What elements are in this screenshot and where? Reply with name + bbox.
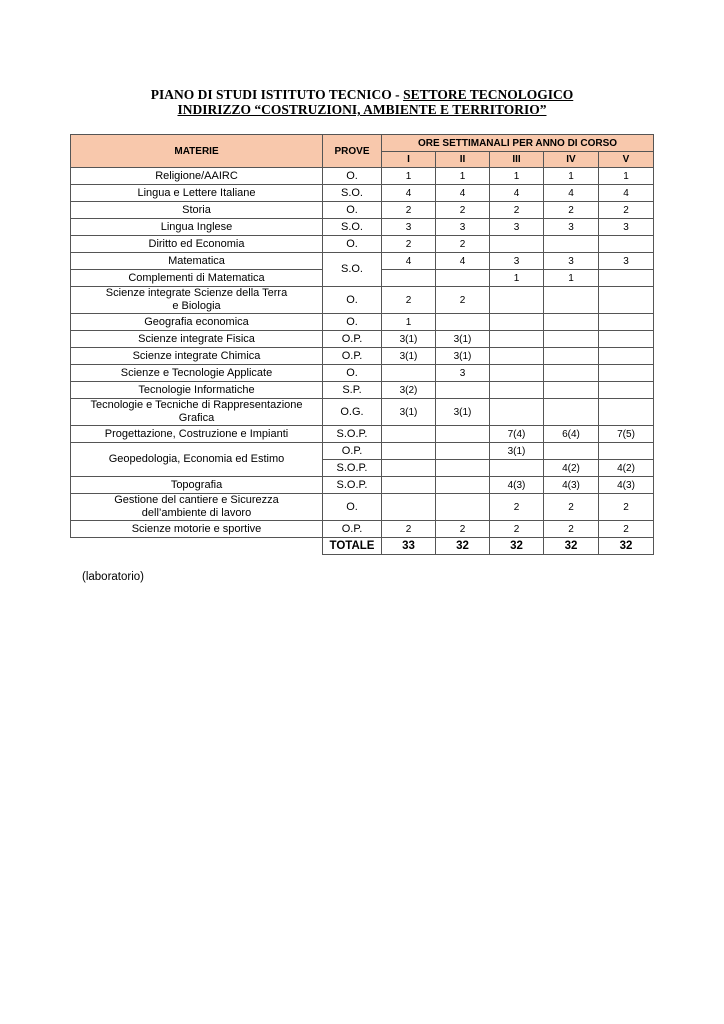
table-row — [71, 253, 654, 270]
hours-cell: 6(4) — [544, 426, 599, 443]
hours-cell — [490, 365, 544, 382]
exam-cell: O.P. — [323, 331, 382, 348]
hours-cell — [599, 399, 654, 426]
table-row — [71, 236, 654, 253]
hours-cell: 3(1) — [436, 348, 490, 365]
hours-cell — [544, 365, 599, 382]
hours-cell: 3(1) — [382, 399, 436, 426]
total-cell: 33 — [382, 538, 436, 555]
hours-cell: 3 — [544, 253, 599, 270]
hours-cell: 1 — [599, 168, 654, 185]
hours-cell — [544, 331, 599, 348]
exam-cell: S.O.P. — [323, 477, 382, 494]
exam-cell: O.P. — [323, 521, 382, 538]
table-row — [71, 426, 654, 443]
hours-cell — [490, 314, 544, 331]
hours-cell — [599, 287, 654, 314]
document-title-line1 — [0, 87, 724, 103]
subject-cell: Storia — [71, 202, 323, 219]
hours-cell — [599, 314, 654, 331]
header-materie: MATERIE — [71, 135, 323, 168]
hours-cell — [436, 270, 490, 287]
subject-line: Grafica — [178, 412, 215, 424]
hours-cell — [382, 460, 436, 477]
hours-cell: 4 — [490, 185, 544, 202]
exam-cell: O.P. — [323, 348, 382, 365]
hours-cell: 1 — [544, 168, 599, 185]
hours-cell: 4 — [382, 253, 436, 270]
exam-cell: S.O.P. — [323, 460, 382, 477]
hours-cell — [382, 365, 436, 382]
hours-cell — [599, 270, 654, 287]
table-row — [71, 443, 654, 460]
exam-cell: O. — [323, 236, 382, 253]
hours-cell: 4 — [544, 185, 599, 202]
hours-cell — [382, 494, 436, 521]
hours-cell — [490, 348, 544, 365]
subject-cell: Geografia economica — [71, 314, 323, 331]
hours-cell — [436, 314, 490, 331]
hours-cell: 2 — [382, 236, 436, 253]
hours-cell — [382, 270, 436, 287]
hours-cell: 7(4) — [490, 426, 544, 443]
table-row — [71, 521, 654, 538]
hours-cell — [599, 382, 654, 399]
hours-cell: 4(3) — [599, 477, 654, 494]
total-row — [71, 538, 654, 555]
hours-cell: 3 — [599, 253, 654, 270]
subject-cell — [71, 494, 323, 521]
table-row — [71, 314, 654, 331]
total-cell: 32 — [436, 538, 490, 555]
hours-cell: 2 — [490, 202, 544, 219]
hours-cell: 3(1) — [490, 443, 544, 460]
hours-cell — [436, 460, 490, 477]
hours-cell — [436, 494, 490, 521]
hours-cell: 2 — [544, 494, 599, 521]
hours-cell: 3 — [490, 253, 544, 270]
hours-cell: 2 — [436, 521, 490, 538]
hours-cell: 1 — [490, 270, 544, 287]
table-row — [71, 202, 654, 219]
hours-cell: 2 — [382, 202, 436, 219]
exam-cell: S.O. — [323, 219, 382, 236]
hours-cell — [490, 331, 544, 348]
exam-cell: S.O.P. — [323, 426, 382, 443]
table-row — [71, 168, 654, 185]
hours-cell — [382, 477, 436, 494]
header-ore-settimanali: ORE SETTIMANALI PER ANNO DI CORSO — [382, 135, 654, 152]
header-year: III — [490, 152, 544, 168]
hours-cell — [490, 236, 544, 253]
hours-cell: 4 — [436, 185, 490, 202]
hours-cell — [436, 477, 490, 494]
hours-cell: 3(2) — [382, 382, 436, 399]
hours-cell — [490, 399, 544, 426]
hours-cell: 4 — [599, 185, 654, 202]
hours-cell: 2 — [490, 494, 544, 521]
total-cell: 32 — [599, 538, 654, 555]
table-row — [71, 185, 654, 202]
hours-cell — [382, 426, 436, 443]
hours-cell: 7(5) — [599, 426, 654, 443]
hours-cell: 3(1) — [436, 331, 490, 348]
subject-cell: Complementi di Matematica — [71, 270, 323, 287]
table-row — [71, 365, 654, 382]
subject-cell: Matematica — [71, 253, 323, 270]
hours-cell: 1 — [490, 168, 544, 185]
subject-cell: Geopedologia, Economia ed Estimo — [71, 443, 323, 477]
exam-cell: O. — [323, 314, 382, 331]
hours-cell: 1 — [436, 168, 490, 185]
table-row — [71, 477, 654, 494]
table-row — [71, 348, 654, 365]
hours-cell: 4(3) — [490, 477, 544, 494]
footnote: (laboratorio) — [82, 571, 144, 583]
header-year: IV — [544, 152, 599, 168]
exam-cell: O. — [323, 202, 382, 219]
subject-cell: Diritto ed Economia — [71, 236, 323, 253]
hours-cell: 1 — [382, 314, 436, 331]
exam-cell: O. — [323, 365, 382, 382]
hours-cell — [436, 443, 490, 460]
hours-cell — [544, 287, 599, 314]
exam-cell: S.O. — [323, 253, 382, 287]
exam-cell: S.P. — [323, 382, 382, 399]
header-prove: PROVE — [323, 135, 382, 168]
table-row — [71, 287, 654, 314]
hours-cell: 3(1) — [382, 348, 436, 365]
hours-cell — [599, 236, 654, 253]
hours-cell — [436, 426, 490, 443]
hours-cell: 2 — [436, 202, 490, 219]
hours-cell — [599, 348, 654, 365]
hours-cell — [544, 236, 599, 253]
subject-cell: Topografia — [71, 477, 323, 494]
subject-cell: Tecnologie Informatiche — [71, 382, 323, 399]
hours-cell — [382, 443, 436, 460]
hours-cell — [544, 399, 599, 426]
hours-cell: 2 — [382, 521, 436, 538]
hours-cell: 3 — [599, 219, 654, 236]
header-year: II — [436, 152, 490, 168]
hours-cell — [599, 365, 654, 382]
subject-line: Scienze integrate Scienze della Terra — [105, 287, 288, 299]
exam-cell: O. — [323, 287, 382, 314]
hours-cell: 2 — [599, 521, 654, 538]
hours-cell — [544, 382, 599, 399]
subject-cell: Scienze integrate Fisica — [71, 331, 323, 348]
table-row — [71, 399, 654, 426]
hours-cell: 2 — [490, 521, 544, 538]
hours-cell — [544, 314, 599, 331]
hours-cell: 2 — [436, 236, 490, 253]
subject-cell: Scienze integrate Chimica — [71, 348, 323, 365]
hours-cell — [436, 382, 490, 399]
table-row — [71, 219, 654, 236]
hours-cell — [490, 287, 544, 314]
study-plan-table — [70, 134, 654, 555]
table-row — [71, 494, 654, 521]
hours-cell: 3(1) — [436, 399, 490, 426]
subject-cell: Scienze motorie e sportive — [71, 521, 323, 538]
hours-cell: 2 — [544, 202, 599, 219]
hours-cell — [599, 443, 654, 460]
hours-cell — [490, 460, 544, 477]
hours-cell — [490, 382, 544, 399]
title-prefix: PIANO DI STUDI ISTITUTO TECNICO - — [150, 87, 404, 102]
table-row — [71, 382, 654, 399]
subject-cell: Lingua e Lettere Italiane — [71, 185, 323, 202]
hours-cell: 4(3) — [544, 477, 599, 494]
hours-cell: 2 — [382, 287, 436, 314]
hours-cell: 3(1) — [382, 331, 436, 348]
hours-cell: 3 — [544, 219, 599, 236]
header-year: V — [599, 152, 654, 168]
subject-cell: Religione/AAIRC — [71, 168, 323, 185]
hours-cell: 3 — [382, 219, 436, 236]
subject-line: e Biologia — [172, 300, 221, 312]
title-sector: SETTORE TECNOLOGICO — [403, 87, 574, 102]
exam-cell: O. — [323, 168, 382, 185]
exam-cell: S.O. — [323, 185, 382, 202]
subject-cell — [71, 287, 323, 314]
hours-cell: 1 — [544, 270, 599, 287]
hours-cell: 3 — [490, 219, 544, 236]
hours-cell — [544, 443, 599, 460]
total-cell: 32 — [544, 538, 599, 555]
hours-cell: 4 — [382, 185, 436, 202]
exam-cell: O.P. — [323, 443, 382, 460]
hours-cell: 4(2) — [544, 460, 599, 477]
hours-cell: 1 — [382, 168, 436, 185]
table-row — [71, 331, 654, 348]
header-year: I — [382, 152, 436, 168]
hours-cell: 3 — [436, 219, 490, 236]
hours-cell: 4(2) — [599, 460, 654, 477]
subject-line: dell’ambiente di lavoro — [141, 507, 252, 519]
subject-cell: Lingua Inglese — [71, 219, 323, 236]
hours-cell: 2 — [544, 521, 599, 538]
hours-cell: 2 — [436, 287, 490, 314]
hours-cell: 4 — [436, 253, 490, 270]
subject-cell: Progettazione, Costruzione e Impianti — [71, 426, 323, 443]
exam-cell: O. — [323, 494, 382, 521]
total-cell: 32 — [490, 538, 544, 555]
subject-cell: Scienze e Tecnologie Applicate — [71, 365, 323, 382]
subject-line: Gestione del cantiere e Sicurezza — [114, 494, 279, 506]
hours-cell: 2 — [599, 202, 654, 219]
subject-cell — [71, 399, 323, 426]
hours-cell: 2 — [599, 494, 654, 521]
empty-cell — [71, 538, 323, 555]
subject-line: Tecnologie e Tecniche di Rappresentazione — [90, 399, 303, 411]
total-label: TOTALE — [323, 538, 382, 555]
document-title-line2: INDIRIZZO “COSTRUZIONI, AMBIENTE E TERRITORIO” — [177, 102, 547, 117]
exam-cell: O.G. — [323, 399, 382, 426]
hours-cell — [599, 331, 654, 348]
hours-cell: 3 — [436, 365, 490, 382]
hours-cell — [544, 348, 599, 365]
